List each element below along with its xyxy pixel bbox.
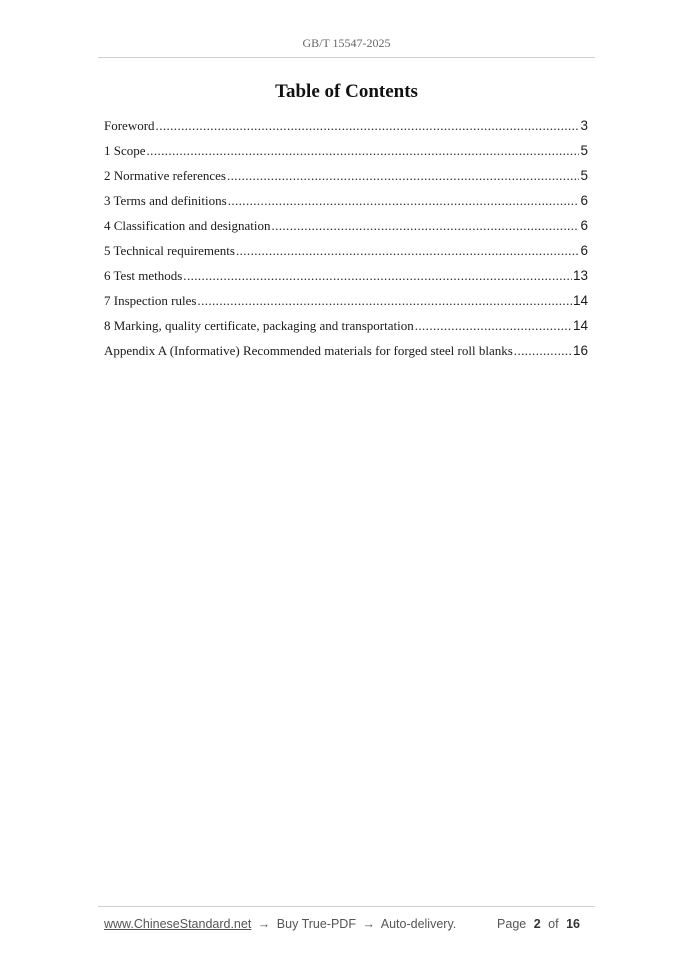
toc-list	[104, 118, 588, 368]
running-header: GB/T 15547-2025	[302, 36, 391, 50]
site-link[interactable]: www.ChineseStandard.net	[104, 917, 252, 931]
footer-divider	[98, 906, 595, 907]
toc-entry-page: 5	[580, 168, 588, 183]
current-page-number: 2	[533, 917, 541, 931]
total-pages-number: 16	[566, 917, 580, 931]
arrow-right-icon: →	[362, 917, 375, 931]
toc-entry-page: 13	[572, 268, 588, 283]
toc-leader-dots	[228, 193, 580, 209]
toc-entry-page: 5	[580, 143, 588, 158]
toc-entry-classification[interactable]	[104, 218, 588, 243]
footer-promo	[104, 917, 456, 931]
promo-buy-text: Buy True-PDF	[276, 917, 356, 931]
toc-title: Table of Contents	[275, 81, 418, 102]
arrow-right-icon: →	[257, 917, 271, 931]
toc-leader-dots	[236, 243, 580, 259]
toc-leader-dots	[197, 293, 572, 309]
toc-entry-label: 2 Normative references	[104, 168, 226, 183]
toc-leader-dots	[183, 268, 572, 284]
toc-entry-label: Foreword	[104, 118, 155, 133]
toc-entry-label: Appendix A (Informative) Recommended materials for forged steel roll blanks	[104, 343, 513, 358]
toc-entry-page: 3	[580, 118, 588, 133]
toc-entry-foreword[interactable]	[104, 118, 588, 143]
toc-entry-label: 6 Test methods	[104, 268, 183, 283]
toc-leader-dots	[514, 343, 572, 359]
promo-delivery-text: Auto-delivery.	[380, 917, 457, 931]
toc-entry-page: 6	[580, 243, 588, 258]
toc-entry-page: 6	[580, 193, 588, 208]
toc-entry-label: 8 Marking, quality certificate, packaging and transportation	[104, 318, 414, 333]
toc-entry-page: 6	[580, 218, 588, 233]
toc-entry-normative-references[interactable]	[104, 168, 588, 193]
toc-entry-label: 4 Classification and designation	[104, 218, 271, 233]
toc-entry-inspection-rules[interactable]	[104, 293, 588, 318]
toc-entry-marking-packaging[interactable]	[104, 318, 588, 343]
header-divider	[98, 57, 595, 58]
toc-leader-dots	[227, 168, 579, 184]
toc-entry-appendix-a[interactable]	[104, 343, 588, 368]
toc-entry-page: 14	[572, 318, 588, 333]
page-footer	[104, 917, 584, 931]
toc-entry-page: 16	[572, 343, 588, 358]
toc-entry-page: 14	[572, 293, 588, 308]
toc-leader-dots	[156, 118, 580, 134]
toc-entry-label: 7 Inspection rules	[104, 293, 197, 308]
toc-entry-scope[interactable]	[104, 143, 588, 168]
toc-entry-label: 1 Scope	[104, 143, 146, 158]
toc-entry-terms-definitions[interactable]	[104, 193, 588, 218]
toc-leader-dots	[147, 143, 580, 159]
toc-leader-dots	[415, 318, 572, 334]
toc-leader-dots	[271, 218, 579, 234]
page-indicator	[497, 917, 584, 931]
of-word: of	[548, 917, 559, 931]
page-word: Page	[497, 917, 527, 931]
toc-entry-label: 5 Technical requirements	[104, 243, 235, 258]
toc-entry-test-methods[interactable]	[104, 268, 588, 293]
toc-entry-label: 3 Terms and definitions	[104, 193, 227, 208]
toc-entry-technical-requirements[interactable]	[104, 243, 588, 268]
